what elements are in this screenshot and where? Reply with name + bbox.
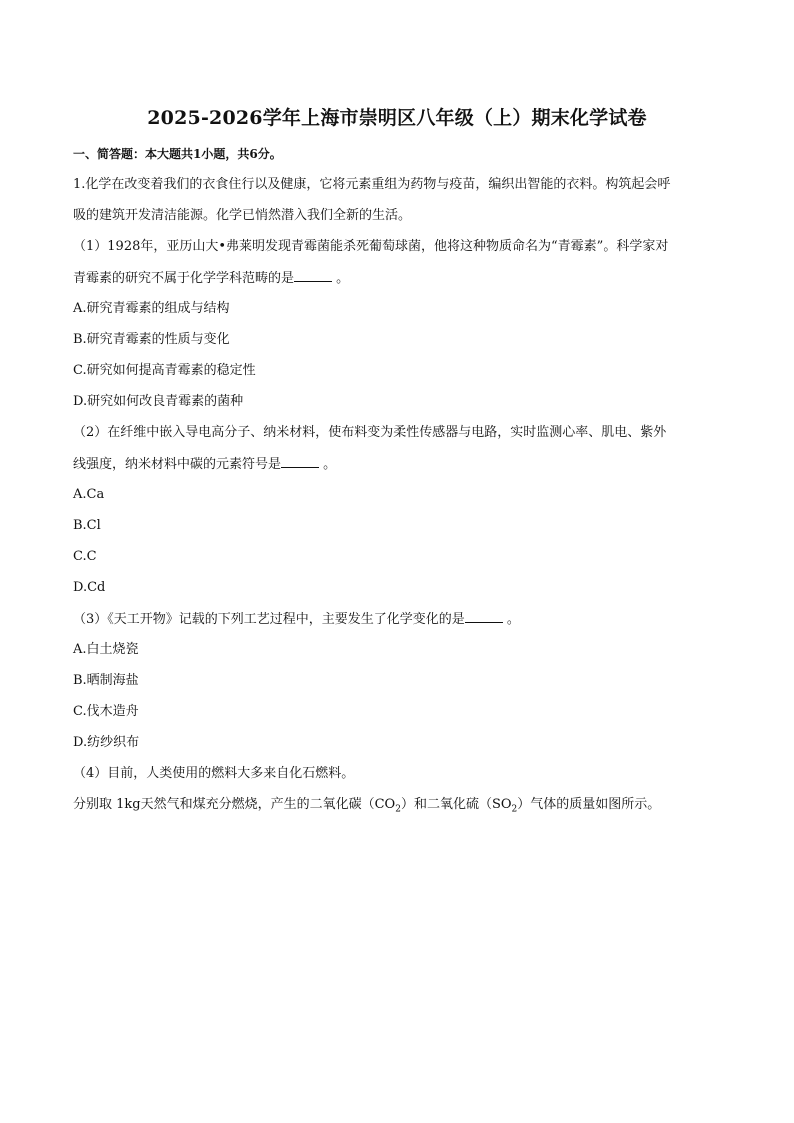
part3-option-d: D.纺纱织布 — [73, 735, 140, 750]
part1-text-line-1: （1）1928年，亚历山大•弗莱明发现青霉菌能杀死葡萄球菌，他将这种物质命名为“青霉素”。科学家对 — [73, 239, 669, 254]
answer-blank[interactable] — [465, 610, 503, 623]
subscript: 2 — [511, 804, 518, 815]
exam-title: 2025-2026学年上海市崇明区八年级（上）期末化学试卷 — [147, 107, 647, 129]
part4-text-line-1: （4）目前，人类使用的燃料大多来自化石燃料。 — [73, 766, 355, 781]
part2-option-c: C.C — [73, 549, 97, 564]
subscript: 2 — [395, 804, 401, 815]
question-intro-line-1: 1.化学在改变着我们的衣食住行以及健康，它将元素重组为药物与疫苗，编织出智能的衣料。构筑起会呼 — [73, 177, 671, 192]
part2-option-a: A.Ca — [73, 487, 105, 502]
question-intro-line-2: 吸的建筑开发清洁能源。化学已悄然潜入我们全新的生活。 — [73, 208, 412, 223]
part3-option-b: B.晒制海盐 — [73, 673, 139, 688]
answer-blank[interactable] — [294, 269, 332, 282]
section-heading: 一、简答题：本大题共1小题，共6分。 — [73, 147, 282, 161]
answer-blank[interactable] — [281, 455, 319, 468]
part1-option-a: A.研究青霉素的组成与结构 — [73, 301, 230, 316]
part1-option-d: D.研究如何改良青霉素的菌种 — [73, 394, 244, 409]
part2-text-line-2: 线强度，纳米材料中碳的元素符号是 。 — [73, 457, 337, 472]
part3-option-a: A.白土烧瓷 — [73, 642, 139, 657]
part1-option-c: C.研究如何提高青霉素的稳定性 — [73, 363, 256, 378]
part4-text-line-2: 分别取 1kg天然气和煤充分燃烧，产生的二氧化碳$(CO_2)$和二氧化硫$(SO_2)$气体的质量如图所示。 — [73, 797, 661, 815]
part1-text-line-2: 青霉素的研究不属于化学学科范畴的是 。 — [73, 271, 350, 286]
part3-text-line-1: （3）《天工开物》记载的下列工艺过程中，主要发生了化学变化的是 。 — [73, 612, 520, 627]
question-number: 1. — [73, 177, 86, 192]
part2-option-b: B.Cl — [73, 518, 101, 533]
part3-option-c: C.伐木造舟 — [73, 704, 139, 719]
part2-option-d: D.Cd — [73, 580, 106, 595]
part2-text-line-1: （2）在纤维中嵌入导电高分子、纳米材料，使布料变为柔性传感器与电路，实时监测心率、肌电、紫外 — [73, 425, 667, 440]
part1-option-b: B.研究青霉素的性质与变化 — [73, 332, 230, 347]
